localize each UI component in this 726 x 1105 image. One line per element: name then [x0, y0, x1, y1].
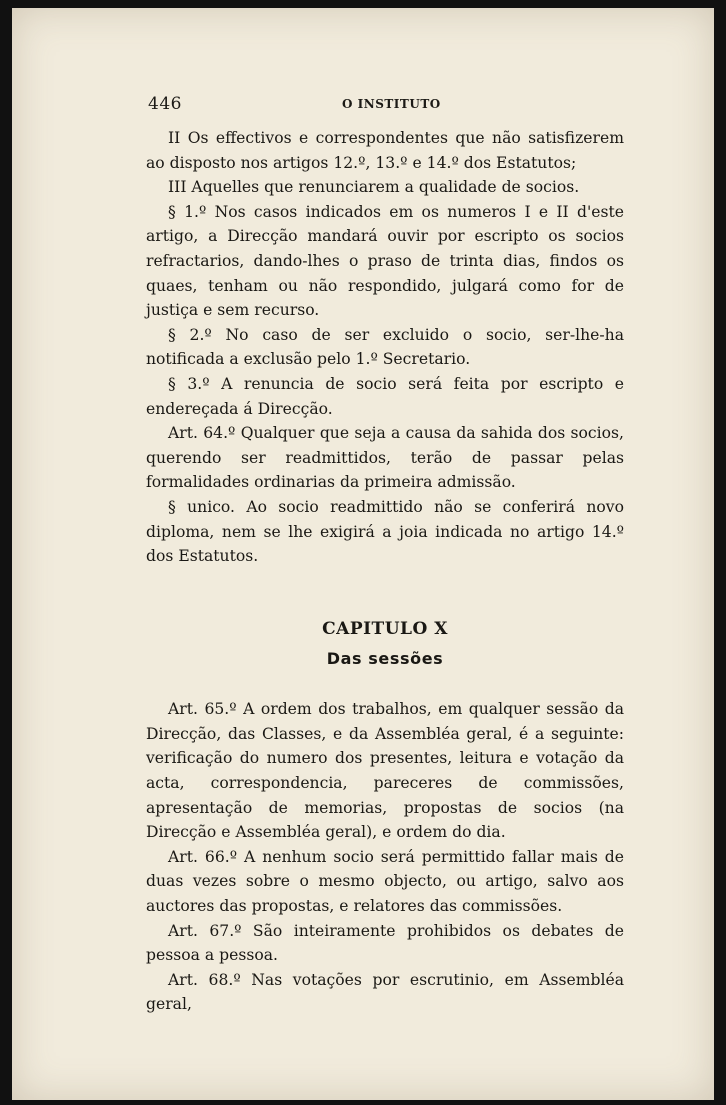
article-65: Art. 65.º A ordem dos trabalhos, em qualquer sessão da Direcção, das Classes, e da Assembléa geral, é a seguinte: verificação do numero dos presentes, leitura e votação da acta, correspondencia, pareceres de commissões, apresentação de memorias, propostas de socios (na Direcção e Assembléa geral), e ordem do dia.	[146, 700, 624, 842]
article-64: Art. 64.º Qualquer que seja a causa da sahida dos socios, querendo ser readmittidos, terão de passar pelas formalidades ordinarias da primeira admissão.	[146, 424, 624, 492]
paragraph-item-iii: III Aquelles que renunciarem a qualidade de socios.	[168, 178, 580, 197]
section-title: Das sessões	[326, 648, 444, 668]
paragraph-item-ii: II Os effectivos e correspondentes que não satisfizerem ao disposto nos artigos 12.º, 13.º e 14.º dos Estatutos;	[146, 129, 624, 172]
book-page	[12, 8, 714, 1100]
article-66: Art. 66.º A nenhum socio será permittido fallar mais de duas vezes sobre o mesmo objecto, ou artigo, salvo aos auctores das propostas, e relatores das commissões.	[146, 847, 624, 916]
paragraph-section-2: § 2.º No caso de ser excluido o socio, ser-lhe-ha notificada a exclusão pelo 1.º Secretario.	[146, 325, 624, 369]
paragraph-section-3: § 3.º A renuncia de socio será feita por escripto e endereçada á Direcção.	[146, 374, 624, 418]
paragraph-section-unico: § unico. Ao socio readmittido não se conferirá novo diploma, nem se lhe exigirá a joia indicada no artigo 14.º dos Estatutos.	[146, 497, 624, 566]
article-68: Art. 68.º Nas votações por escrutinio, em Assembléa geral,	[146, 970, 624, 1014]
running-title: O INSTITUTO	[342, 97, 441, 111]
page-body	[146, 126, 624, 1017]
chapter-title: CAPITULO X	[322, 618, 448, 639]
article-67: Art. 67.º São inteiramente prohibidos os debates de pessoa a pessoa.	[146, 921, 624, 965]
paragraph-section-1: § 1.º Nos casos indicados em os numeros I e II d'este artigo, a Direcção mandará ouvir por escripto os socios refractarios, dando-lhes o praso de trinta dias, findos os quaes, tenham ou não respondido, julgará como for de justiça e sem recurso.	[146, 202, 624, 320]
page-number: 446	[148, 94, 182, 114]
